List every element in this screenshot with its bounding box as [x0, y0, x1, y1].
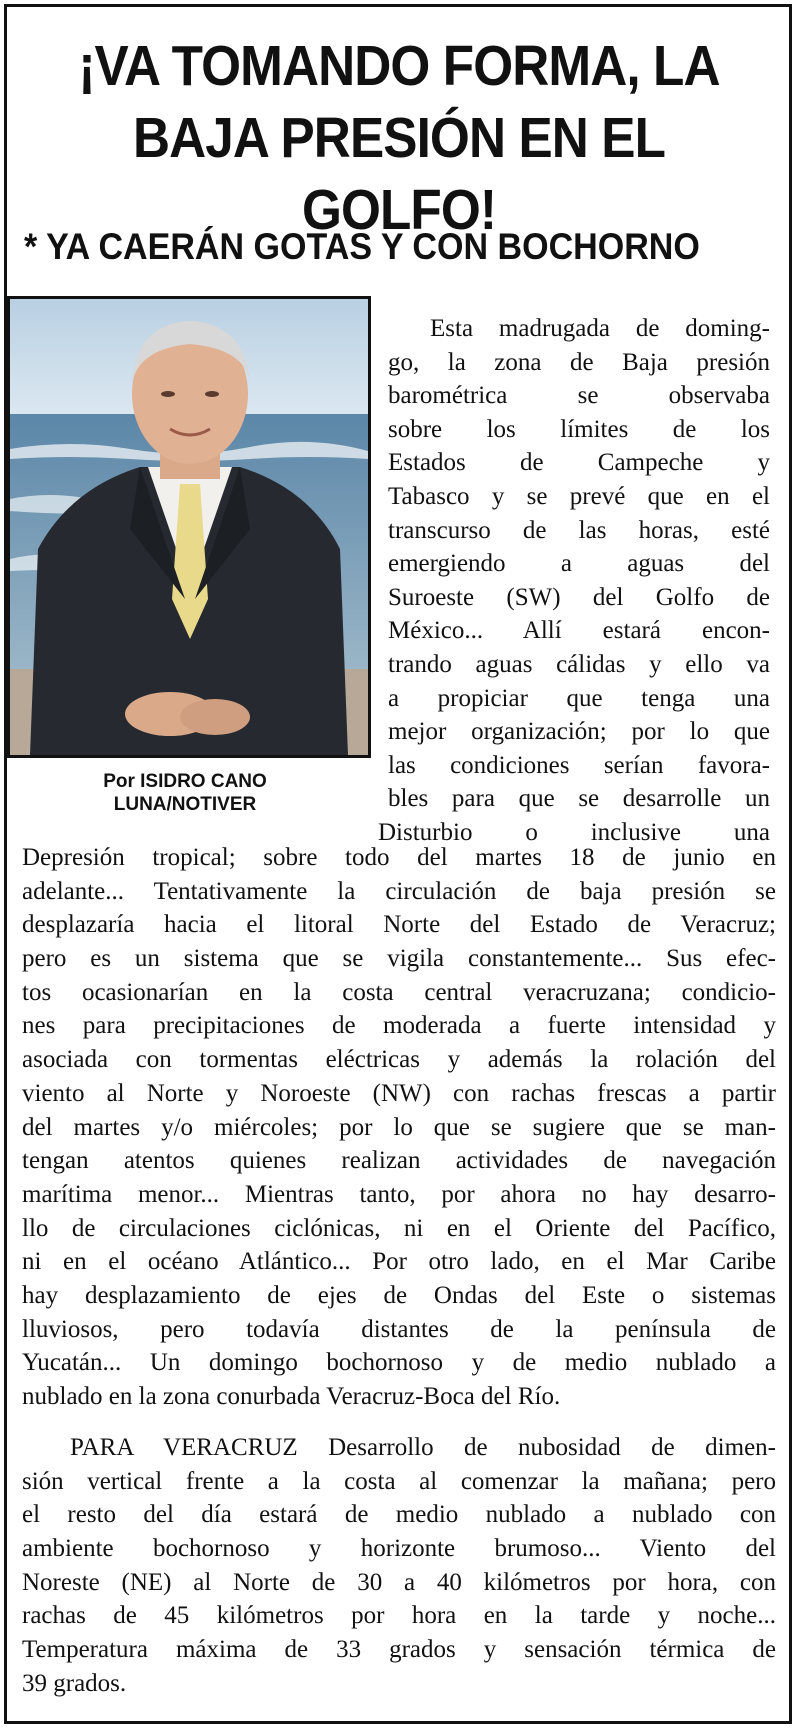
article-body-column — [378, 312, 770, 850]
byline-outlet: LUNA/NOTIVER — [113, 794, 257, 815]
body-line: Esta madrugada de doming- — [430, 315, 770, 342]
body-line: sobre los límites de los — [388, 415, 770, 443]
body-line: go, la zona de Baja presión — [388, 348, 770, 376]
body-line: las condiciones serían favora- — [388, 751, 770, 779]
headline-line-1: ¡VA TOMANDO FORMA, LA — [78, 34, 720, 98]
byline — [60, 770, 310, 816]
body-line: rachas de 45 kilómetros por hora en la tarde y noche... — [22, 1602, 776, 1630]
body-line: Suroeste (SW) del Golfo de — [388, 583, 770, 611]
body-line: PARA VERACRUZ Desarrollo de nubosidad de dimen- — [70, 1434, 776, 1461]
body-line: bles para que se desarrolle un — [388, 785, 770, 813]
body-line: Tabasco y se prevé que en el — [388, 482, 770, 510]
subheadline: * YA CAERÁN GOTAS Y CON BOCHORNO — [24, 226, 700, 267]
body-line: ambiente bochornoso y horizonte brumoso... Viento del — [22, 1535, 776, 1563]
body-line: emergiendo a aguas del — [388, 550, 770, 578]
body-line: hay desplazamiento de ejes de Ondas del Este o sistemas — [22, 1281, 776, 1309]
headline — [53, 30, 746, 246]
body-line: 39 grados. — [22, 1669, 127, 1697]
body-line: Yucatán... Un domingo bochornoso y de medio nublado a — [22, 1349, 776, 1377]
body-line: nes para precipitaciones de moderada a fuerte intensidad y — [22, 1012, 776, 1040]
veracruz-forecast — [22, 1431, 776, 1701]
body-line: viento al Norte y Noroeste (NW) con rachas frescas a partir — [22, 1079, 776, 1107]
body-line: marítima menor... Mientras tanto, por ahora no hay desarro- — [22, 1180, 776, 1208]
body-line: México... Allí estará encon- — [388, 617, 770, 645]
body-line: Temperatura máxima de 33 grados y sensación térmica de — [22, 1636, 776, 1664]
body-line: del martes y/o miércoles; por lo que se sugiere que se man- — [22, 1113, 776, 1141]
body-line: trando aguas cálidas y ello va — [388, 650, 770, 678]
author-portrait-image — [10, 299, 368, 755]
body-line: llo de circulaciones ciclónicas, ni en el Oriente del Pacífico, — [22, 1214, 776, 1242]
byline-author: Por ISIDRO CANO — [103, 771, 267, 792]
body-line: pero es un sistema que se vigila constantemente... Sus efec- — [22, 945, 776, 973]
body-line: a propiciar que tenga una — [388, 684, 770, 712]
body-line: adelante... Tentativamente la circulación de baja presión se — [22, 877, 776, 905]
body-line: lluviosos, pero todavía distantes de la península de — [22, 1315, 776, 1343]
headline-line-2: BAJA PRESIÓN EN EL GOLFO! — [132, 106, 666, 242]
body-line: sión vertical frente a la costa al comenzar la mañana; pero — [22, 1467, 776, 1495]
body-line: Estados de Campeche y — [388, 449, 770, 477]
body-line: transcurso de las horas, esté — [388, 516, 770, 544]
body-line: Noreste (NE) al Norte de 30 a 40 kilómetros por hora, con — [22, 1568, 776, 1596]
body-line: nublado en la zona conurbada Veracruz-Boca del Río. — [22, 1383, 561, 1410]
body-line: Disturbio o inclusive una — [378, 818, 770, 846]
body-line: mejor organización; por lo que — [388, 718, 770, 746]
body-line: tos ocasionarían en la costa central veracruzana; condicio- — [22, 978, 776, 1006]
body-line: Depresión tropical; sobre todo del martes 18 de junio en — [22, 844, 776, 871]
body-line: ni en el océano Atlántico... Por otro lado, en el Mar Caribe — [22, 1248, 776, 1276]
body-line: barométrica se observaba — [388, 382, 770, 410]
body-line: el resto del día estará de medio nublado a nublado con — [22, 1501, 776, 1529]
author-photo — [7, 296, 371, 758]
article-body-continued — [22, 841, 776, 1414]
body-line: desplazaría hacia el litoral Norte del Estado de Veracruz; — [22, 911, 776, 939]
body-line: asociada con tormentas eléctricas y además la rolación del — [22, 1046, 776, 1074]
body-line: tengan atentos quienes realizan actividades de navegación — [22, 1147, 776, 1175]
